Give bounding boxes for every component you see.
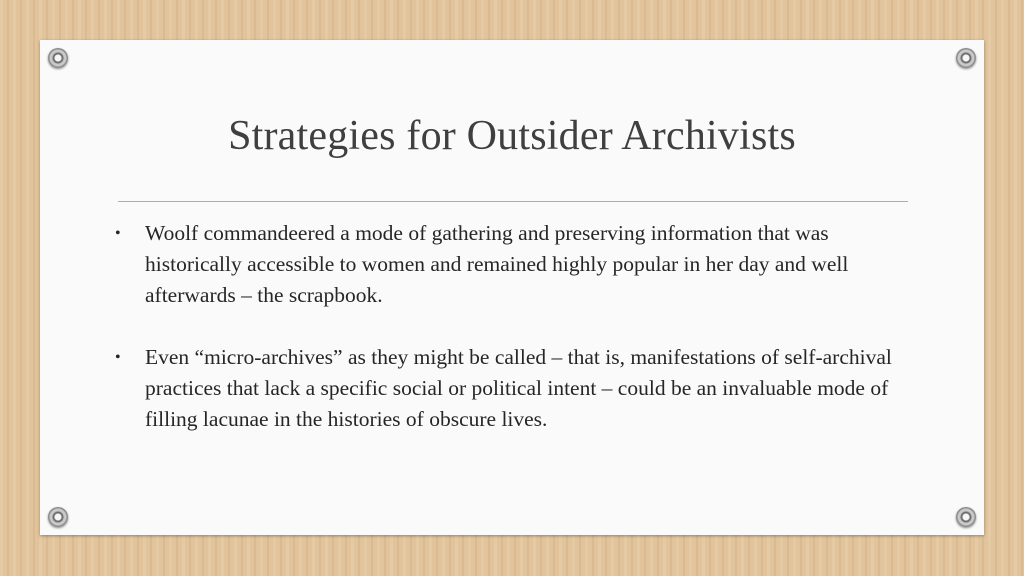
bullet-text: Woolf commandeered a mode of gathering and preserving information that was historically accessible to women and remained highly popular in her day and well afterwards – the scrapbook. bbox=[145, 221, 849, 307]
pushpin-icon bbox=[956, 48, 976, 68]
bullet-marker: • bbox=[115, 349, 121, 366]
pushpin-icon bbox=[48, 507, 68, 527]
pushpin-icon bbox=[956, 507, 976, 527]
bullet-text: Even “micro-archives” as they might be called – that is, manifestations of self-archival practices that lack a specific social or political intent – could be an invaluable mode of filling lacunae in the histories of obscure lives. bbox=[145, 345, 892, 431]
slide-board bbox=[40, 40, 984, 535]
title-divider bbox=[118, 201, 908, 202]
bullet-item bbox=[115, 218, 915, 311]
bullet-item bbox=[115, 342, 915, 435]
bullet-list bbox=[115, 218, 915, 466]
pushpin-icon bbox=[48, 48, 68, 68]
bullet-marker: • bbox=[115, 225, 121, 242]
slide-title: Strategies for Outsider Archivists bbox=[228, 113, 796, 159]
